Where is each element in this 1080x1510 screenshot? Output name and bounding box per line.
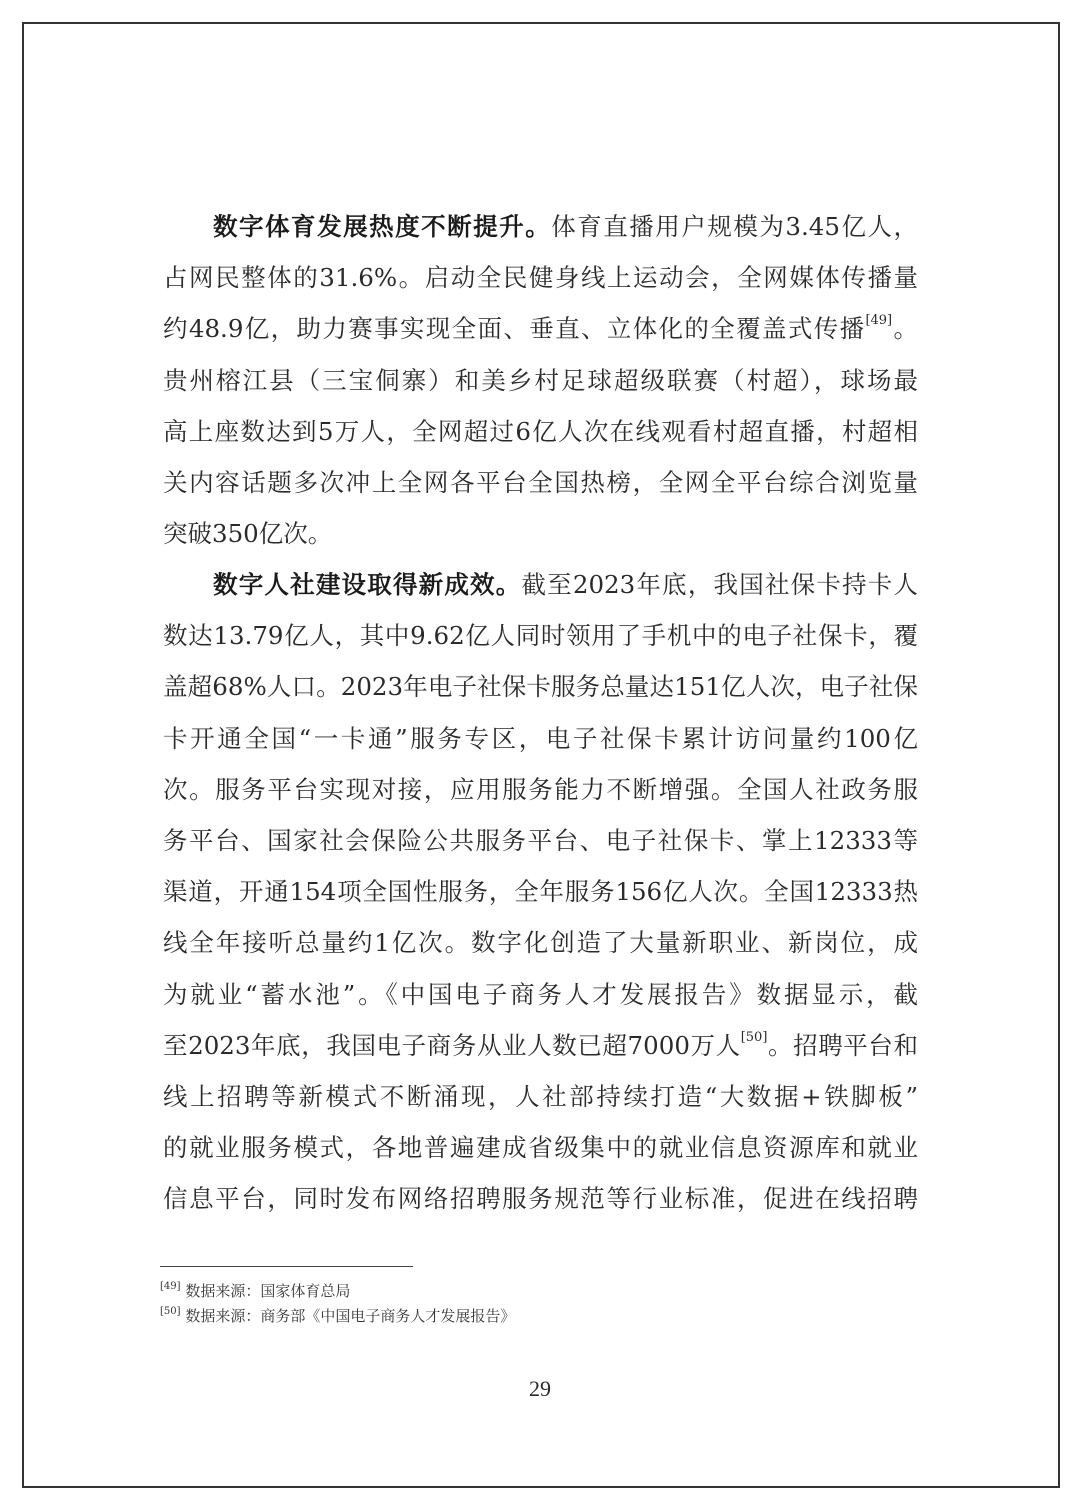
- text-line: [163, 670, 918, 704]
- text-segment: 体育直播用户规模为3.45亿人，: [551, 212, 918, 241]
- footnote-mark: [50]: [160, 1306, 181, 1317]
- text-line: [163, 1131, 918, 1165]
- text-line: [163, 1029, 918, 1063]
- text-segment: 的就业服务模式，各地普遍建成省级集中的就业信息资源库和就业: [163, 1133, 918, 1163]
- footnote-text: 数据来源：国家体育总局: [185, 1282, 351, 1300]
- footnote-mark: [49]: [160, 1281, 181, 1292]
- text-line: [163, 517, 918, 551]
- text-line: [163, 722, 918, 756]
- text-segment: 约48.9亿，助力赛事实现全面、垂直、立体化的全覆盖式传播: [163, 314, 866, 344]
- text-line: [163, 1080, 918, 1114]
- text-segment: 至2023年底，我国电子商务从业人数已超7000万人: [163, 1030, 741, 1060]
- text-segment: 。招聘平台和: [767, 1030, 919, 1060]
- text-segment: 关内容话题多次冲上全网各平台全国热榜，全网全平台综合浏览量: [163, 468, 918, 497]
- text-segment: 占网民整体的31.6%。启动全民健身线上运动会，全网媒体传播量: [163, 263, 918, 293]
- text-segment: 渠道，开通154项全国性服务，全年服务156亿人次。全国12333热: [163, 877, 918, 907]
- footnote-reference: [49]: [865, 313, 893, 329]
- text-segment: 线上招聘等新模式不断涌现，人社部持续打造“大数据+铁脚板”: [163, 1082, 918, 1111]
- text-line: [163, 312, 918, 346]
- text-line: [213, 210, 918, 244]
- paragraph-heading: 数字体育发展热度不断提升。: [213, 212, 552, 241]
- text-line: [163, 978, 918, 1012]
- text-line: [163, 875, 918, 909]
- text-segment: 线全年接听总量约1亿次。数字化创造了大量新职业、新岗位，成: [163, 928, 918, 958]
- text-segment: 突破350亿次。: [163, 519, 333, 549]
- text-segment: 数达13.79亿人，其中9.62亿人同时领用了手机中的电子社保卡，覆: [163, 621, 918, 651]
- text-line: [213, 568, 918, 602]
- text-line: [163, 466, 918, 500]
- text-segment: 截至2023年底，我国社保卡持卡人: [521, 570, 918, 599]
- text-line: [163, 824, 918, 858]
- page-number: 29: [529, 1376, 551, 1401]
- text-segment: 贵州榕江县（三宝侗寨）和美乡村足球超级联赛（村超），球场最: [163, 365, 918, 395]
- text-line: [163, 1182, 918, 1216]
- text-line: [163, 261, 918, 295]
- text-line: [163, 619, 918, 653]
- text-segment: 卡开通全国“一卡通”服务专区，电子社保卡累计访问量约100亿: [163, 723, 918, 753]
- text-segment: 盖超68%人口。2023年电子社保卡服务总量达151亿人次，电子社保: [163, 672, 918, 702]
- footnote-50: [160, 1306, 515, 1326]
- text-line: [163, 415, 918, 449]
- text-segment: 。: [892, 314, 918, 344]
- footnote-reference: [50]: [740, 1029, 768, 1045]
- text-segment: 务平台、国家社会保险公共服务平台、电子社保卡、掌上12333等: [163, 826, 918, 855]
- footnote-divider: [160, 1266, 413, 1267]
- paragraph-heading: 数字人社建设取得新成效。: [213, 570, 522, 599]
- text-line: [163, 773, 918, 807]
- text-line: [163, 926, 918, 960]
- text-segment: 高上座数达到5万人，全网超过6亿人次在线观看村超直播，村超相: [163, 416, 918, 446]
- text-segment: 信息平台，同时发布网络招聘服务规范等行业标准，促进在线招聘: [163, 1184, 918, 1214]
- text-segment: 次。服务平台实现对接，应用服务能力不断增强。全国人社政务服: [163, 774, 918, 804]
- text-segment: 为就业“蓄水池”。《中国电子商务人才发展报告》数据显示，截: [163, 979, 918, 1009]
- text-line: [163, 364, 918, 398]
- footnote-49: [160, 1281, 350, 1301]
- footnote-text: 数据来源：商务部《中国电子商务人才发展报告》: [185, 1307, 516, 1325]
